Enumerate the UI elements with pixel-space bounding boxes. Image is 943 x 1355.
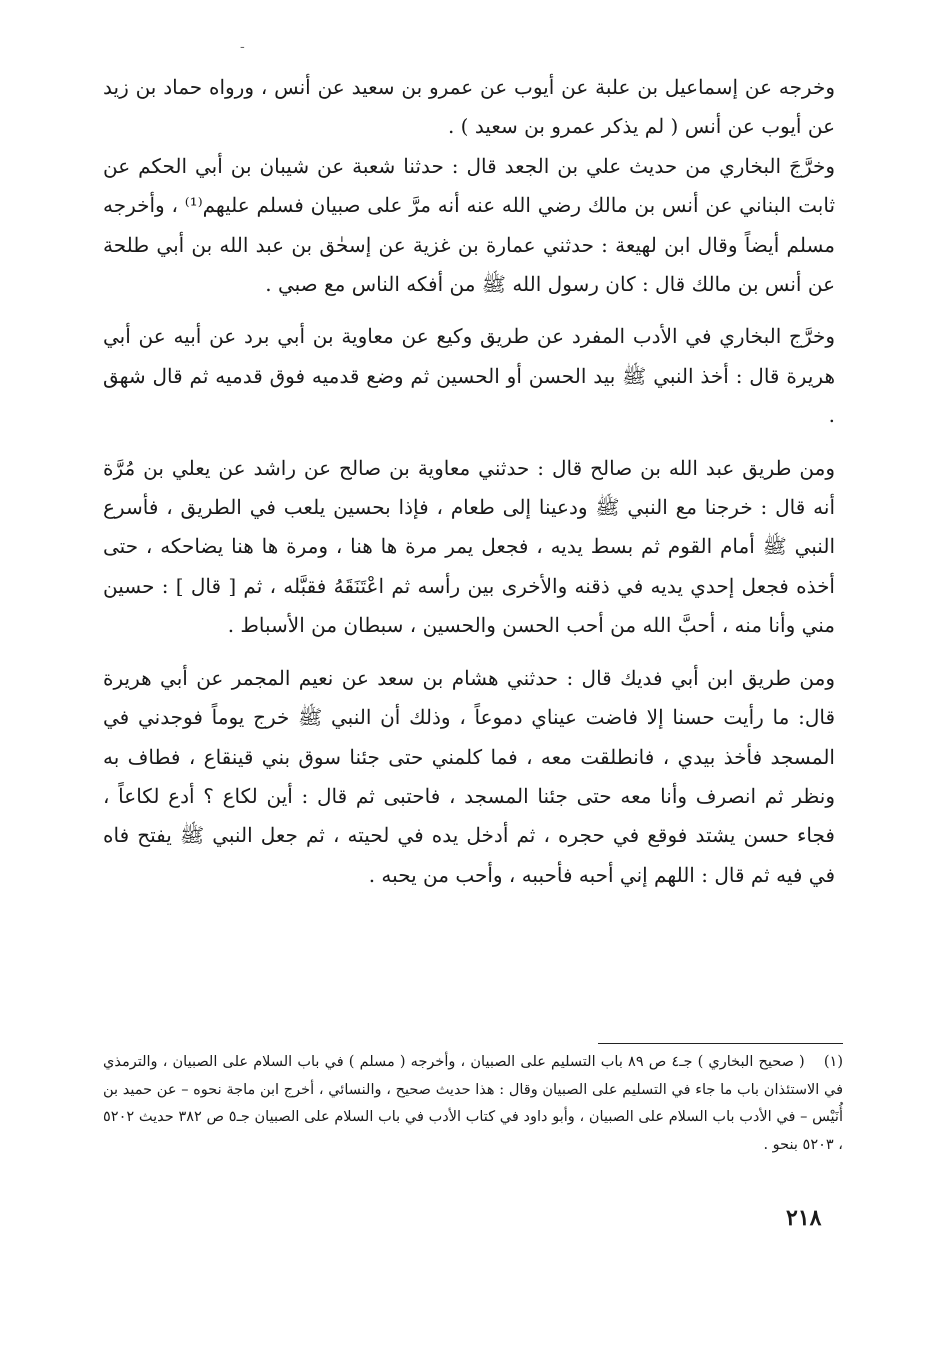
footnote-separator <box>598 1043 843 1044</box>
top-mark: - <box>240 39 245 55</box>
paragraph-4: ومن طريق عبد الله بن صالح قال : حدثني معاوية بن صالح عن راشد عن يعلي بن مُرَّة أنه قال : خرجنا مع النبي ﷺ ودعينا إلى طعام ، فإذا بحسين يلعب في الطريق ، فأسرع النبي ﷺ أمام القوم ثم بسط يديه ، فجعل يمر مرة ها هنا ، ومرة ها هنا يضاحكه ، حتى أخذه فجعل إحدي يديه في ذقنه والأخرى بين رأسه ثم اعْتَنَقَهُ فقبَّله ، ثم [ قال ] : حسين مني وأنا منه ، أحبَّ الله من أحب الحسن والحسين ، سبطان من الأسباط . <box>103 455 835 638</box>
paragraph-2: وخرَّجَ البخاري من حديث علي بن الجعد قال : حدثنا شعبة عن شيبان بن أبي الحكم عن ثابت البناني عن أنس بن مالك رضي الله عنه أنه مرَّ على صبيان فسلم عليهم⁽¹⁾ ، وأخرجه مسلم أيضاً وقال ابن لهيعة : حدثني عمارة بن غزية عن إسحٰق بن عبد الله بن أبي طلحة عن أنس بن مالك قال : كان رسول الله ﷺ من أفكه الناس مع صبي . <box>103 153 836 297</box>
footnote-1 <box>103 1049 843 1159</box>
footnote-text: ( صحيح البخاري ) جـ٤ ص ٨٩ باب التسليم على الصبيان ، وأخرجه ( مسلم ) في باب السلام على الصبيان ، والترمذي في الاستئذان باب ما جاء في التسليم على الصبيان وقال : هذا حديث صحيح ، والنسائي ، أخرج ابن ماجة نحوه – عن حميد بن أُنَيْس – في الأدب باب السلام على الصبيان ، وأبو داود في كتاب الأدب في باب السلام على الصبيان جـ٥ ص ٣٨٢ حديث ٥٢٠٢ ، ٥٢٠٣ بنحو . <box>103 1054 843 1153</box>
paragraph-1: وخرجه عن إسماعيل بن علبة عن أيوب عن عمرو بن سعيد عن أنس ، ورواه حماد بن زيد عن أيوب عن أنس ( لم يذكر عمرو بن سعيد ) . <box>103 75 835 139</box>
paragraph-5: ومن طريق ابن أبي فديك قال : حدثني هشام بن سعد عن نعيم المجمر عن أبي هريرة قال: ما رأيت حسنا إلا فاضت عيناي دموعاً ، وذلك أن النبي ﷺ خرج يوماً فوجدني في المسجد فأخذ بيدي ، فانطلقت معه ، فما كلمني حتى جئنا سوق بني قينقاع ، فطاف به ونظر ثم انصرف وأنا معه حتى جئنا المسجد ، فاحتبى ثم قال : أين لكاع ؟ أدع لكاعاً ، فجاء حسن يشتد فوقع في حجره ، ثم أدخل يده في لحيته ، ثم جعل النبي ﷺ يفتح فاه في فيه ثم قال : اللهم إني أحبه فأحببه ، وأحب من يحبه . <box>103 665 835 887</box>
paragraph-3: وخرَّج البخاري في الأدب المفرد عن طريق وكيع عن معاوية بن أبي برد عن أبيه عن أبي هريرة قال : أخذ النبي ﷺ بيد الحسن أو الحسين ثم وضع قدميه فوق قدميه ثم قال شهق . <box>103 324 835 428</box>
footnote-marker: (١) <box>823 1054 844 1070</box>
footnotes <box>103 1049 843 1159</box>
main-text <box>103 68 835 895</box>
page-number: ٢١٨ <box>786 1205 822 1231</box>
